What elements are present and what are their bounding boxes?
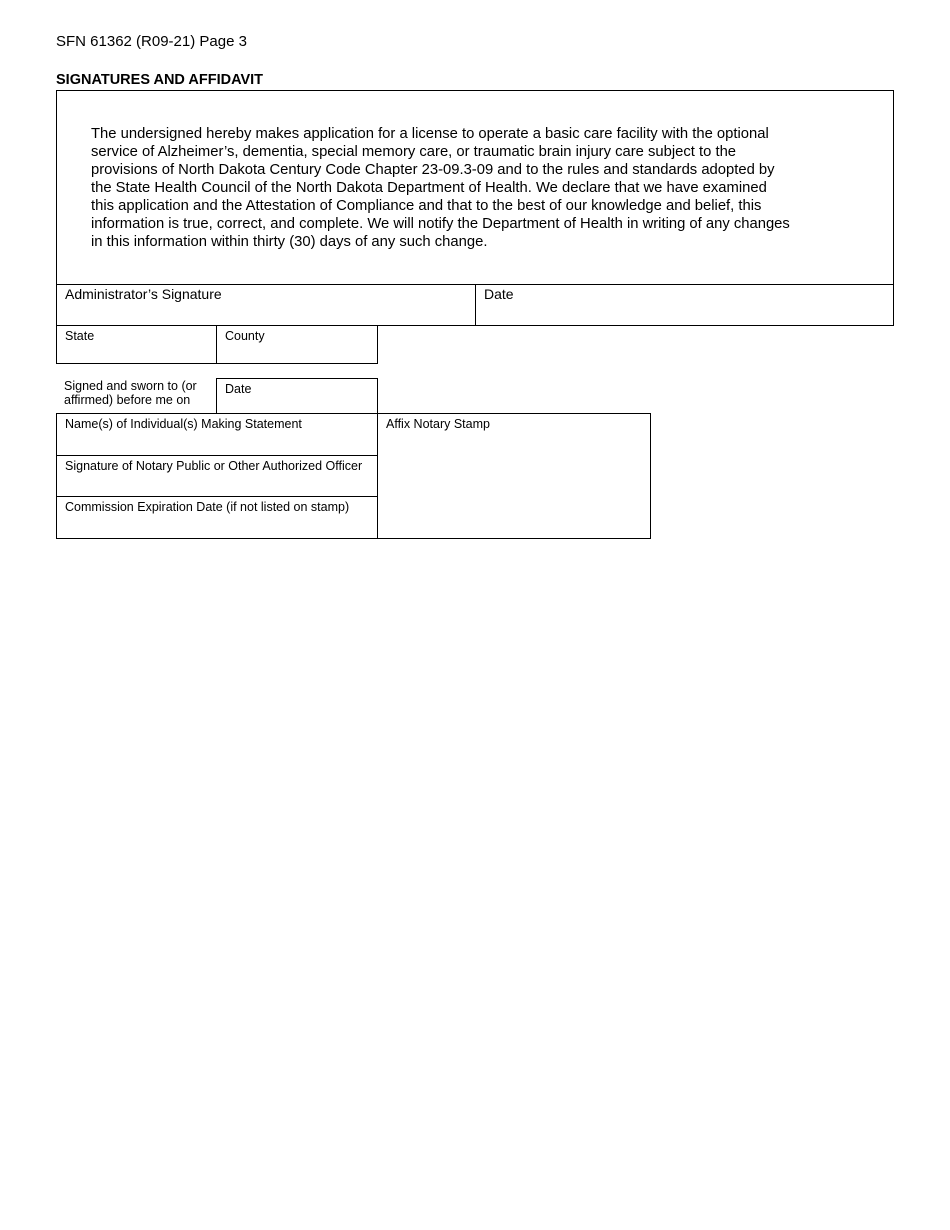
state-label: State bbox=[65, 329, 95, 343]
signed-sworn-label: Signed and sworn to (or affirmed) before me on bbox=[64, 379, 197, 407]
affidavit-text: The undersigned hereby makes application for a license to operate a basic care facility with the optional service of Alzheimer’s, dementia, special memory care, or traumatic brain injury care subject to the provisions of North Dakota Century Code Chapter 23-09.3-09 and to the rules and standards adopted by the State Health Council of the North Dakota Department of Health. We declare that we have examined this application and the Attestation of Compliance and that to the best of our knowledge and belief, this information is true, correct, and complete. We will notify the Department of Health in writing of any changes in this information within thirty (30) days of any such change. bbox=[91, 126, 790, 250]
affix-notary-stamp-label: Affix Notary Stamp bbox=[386, 417, 490, 431]
admin-date-field[interactable] bbox=[475, 284, 894, 326]
names-making-statement-label: Name(s) of Individual(s) Making Statement bbox=[65, 417, 302, 431]
section-title: SIGNATURES AND AFFIDAVIT bbox=[56, 72, 264, 88]
county-label: County bbox=[225, 329, 265, 343]
form-number: SFN 61362 (R09-21) Page 3 bbox=[56, 33, 247, 50]
affidavit-box bbox=[56, 90, 894, 285]
county-field[interactable] bbox=[216, 325, 378, 364]
state-field[interactable] bbox=[56, 325, 217, 364]
notary-stamp-area bbox=[377, 413, 651, 539]
sworn-date-label: Date bbox=[225, 382, 252, 396]
sworn-date-field[interactable] bbox=[216, 378, 378, 414]
signed-sworn-label-area bbox=[56, 379, 217, 414]
notary-signature-field[interactable] bbox=[56, 455, 378, 497]
commission-expiration-label: Commission Expiration Date (if not listed on stamp) bbox=[65, 500, 350, 514]
names-making-statement-field[interactable] bbox=[56, 413, 378, 456]
notary-signature-label: Signature of Notary Public or Other Authorized Officer bbox=[65, 459, 363, 473]
administrator-signature-field[interactable] bbox=[56, 284, 476, 326]
admin-date-label: Date bbox=[484, 286, 514, 302]
commission-expiration-field[interactable] bbox=[56, 496, 378, 539]
administrator-signature-label: Administrator’s Signature bbox=[65, 286, 222, 302]
